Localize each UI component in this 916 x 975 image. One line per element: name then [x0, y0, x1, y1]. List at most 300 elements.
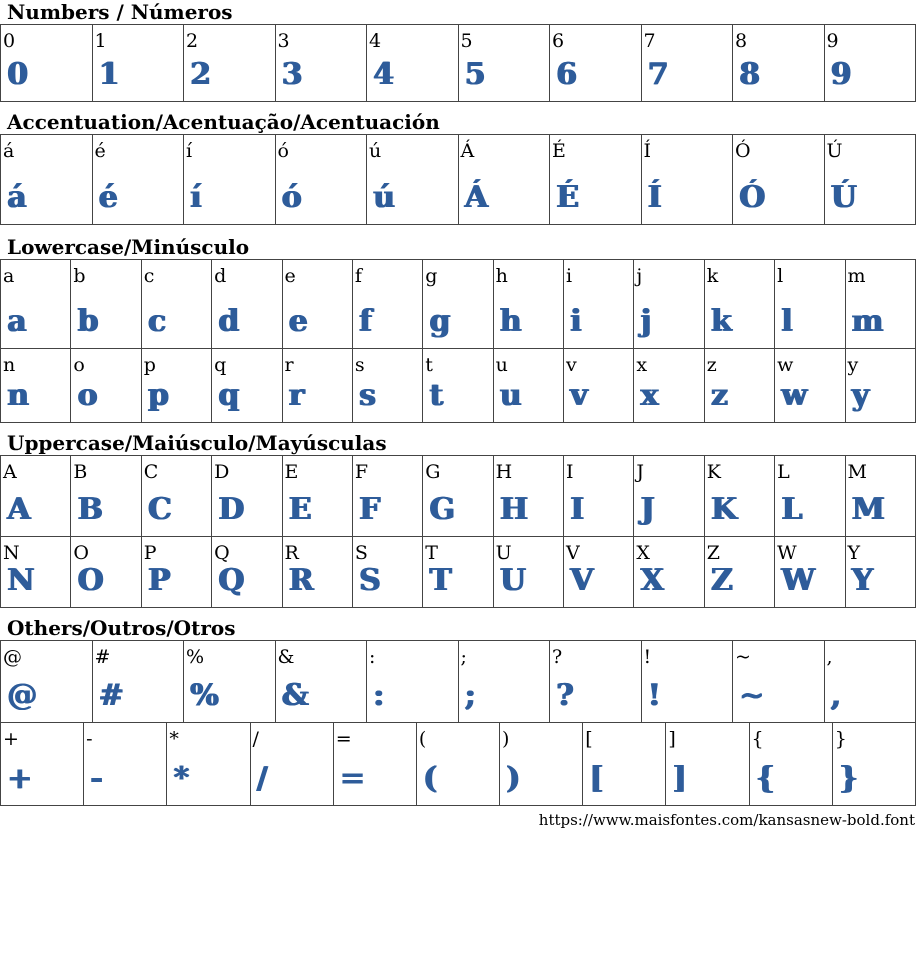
glyph-label: k — [706, 265, 719, 287]
glyph-cell — [634, 260, 704, 349]
glyph-sample: G — [429, 492, 455, 527]
glyph-sample: u — [499, 378, 522, 413]
glyph-sample: Í — [647, 180, 662, 215]
glyph-sample: R — [288, 563, 314, 598]
glyph-cell — [824, 25, 916, 102]
glyph-label: í — [186, 140, 193, 162]
glyph-cell — [367, 25, 459, 102]
glyph-label: 1 — [94, 30, 107, 52]
glyph-sample: X — [640, 563, 664, 598]
glyph-cell — [212, 260, 282, 349]
glyph-label: , — [826, 646, 833, 668]
glyph-label: [ — [585, 728, 593, 750]
glyph-label: ] — [668, 728, 676, 750]
glyph-cell — [141, 456, 211, 537]
glyph-label: J — [636, 461, 644, 483]
glyph-label: Í — [643, 140, 652, 162]
glyph-sample: Á — [464, 180, 488, 215]
glyph-label: á — [3, 140, 15, 162]
glyph-cell — [141, 349, 211, 423]
glyph-sample: T — [429, 563, 452, 598]
glyph-sample: W — [781, 563, 815, 598]
glyph-sample: r — [288, 378, 305, 413]
glyph-cell — [704, 260, 774, 349]
others-grid-row-2 — [0, 722, 916, 806]
glyph-cell — [550, 641, 642, 723]
section-title-accents: Accentuation/Acentuação/Acentuación — [7, 110, 440, 134]
glyph-label: W — [777, 542, 797, 564]
glyph-cell — [1, 641, 93, 723]
glyph-cell — [749, 723, 832, 806]
glyph-label: Q — [214, 542, 230, 564]
glyph-label: y — [847, 354, 859, 376]
glyph-cell — [275, 641, 367, 723]
glyph-label: M — [847, 461, 867, 483]
glyph-sample: M — [851, 492, 885, 527]
glyph-sample: U — [499, 563, 526, 598]
glyph-sample: + — [7, 761, 33, 796]
glyph-cell — [184, 135, 276, 225]
glyph-cell — [367, 135, 459, 225]
glyph-sample: g — [429, 304, 451, 339]
glyph-sample: % — [190, 678, 219, 713]
glyph-sample: E — [288, 492, 312, 527]
section-title-uppercase: Uppercase/Maiúsculo/Mayúsculas — [7, 431, 387, 455]
glyph-sample: : — [373, 678, 385, 713]
glyph-cell — [212, 349, 282, 423]
glyph-sample: ) — [506, 761, 521, 796]
glyph-sample: x — [640, 378, 659, 413]
glyph-sample: h — [499, 304, 522, 339]
glyph-cell — [92, 25, 184, 102]
glyph-sample: S — [358, 563, 381, 598]
glyph-sample: q — [218, 378, 240, 413]
glyph-cell — [845, 349, 916, 423]
accents-grid — [0, 134, 916, 225]
glyph-cell — [212, 537, 282, 608]
glyph-label: @ — [3, 646, 22, 668]
glyph-cell — [423, 349, 493, 423]
glyph-cell — [184, 641, 276, 723]
glyph-cell — [1, 537, 71, 608]
glyph-sample: a — [7, 304, 27, 339]
glyph-cell — [71, 349, 141, 423]
glyph-sample: l — [781, 304, 793, 339]
section-title-others: Others/Outros/Otros — [7, 616, 236, 640]
glyph-cell — [167, 723, 250, 806]
glyph-cell — [634, 349, 704, 423]
glyph-cell — [550, 135, 642, 225]
glyph-sample: B — [77, 492, 103, 527]
glyph-label: 0 — [3, 30, 16, 52]
glyph-label: b — [73, 265, 86, 287]
glyph-cell — [550, 25, 642, 102]
glyph-cell — [184, 25, 276, 102]
glyph-cell — [282, 456, 352, 537]
glyph-sample: j — [640, 304, 652, 339]
glyph-label: g — [425, 265, 438, 287]
glyph-label: / — [252, 728, 259, 750]
glyph-label: I — [566, 461, 574, 483]
glyph-sample: 8 — [739, 57, 760, 92]
glyph-label: } — [834, 728, 847, 750]
glyph-cell — [641, 135, 733, 225]
glyph-label: = — [335, 728, 352, 750]
glyph-sample: P — [147, 563, 171, 598]
glyph-sample: 7 — [647, 57, 669, 92]
glyph-cell — [666, 723, 749, 806]
glyph-label: T — [425, 542, 438, 564]
glyph-label: A — [3, 461, 17, 483]
glyph-label: r — [284, 354, 294, 376]
glyph-label: P — [143, 542, 157, 564]
glyph-label: B — [73, 461, 88, 483]
glyph-label: E — [284, 461, 299, 483]
glyph-sample: b — [77, 304, 99, 339]
glyph-sample: 6 — [556, 57, 577, 92]
uppercase-grid — [0, 455, 916, 608]
glyph-sample: é — [98, 180, 118, 215]
glyph-cell — [493, 349, 563, 423]
glyph-cell — [733, 641, 825, 723]
glyph-label: 2 — [186, 30, 199, 52]
lowercase-grid — [0, 259, 916, 423]
glyph-sample: w — [781, 378, 807, 413]
section-title-numbers: Numbers / Números — [7, 0, 233, 24]
glyph-row — [1, 349, 916, 423]
glyph-cell — [458, 25, 550, 102]
glyph-cell — [775, 349, 845, 423]
glyph-sample: Ú — [830, 180, 857, 215]
glyph-label: H — [495, 461, 513, 483]
glyph-sample: i — [570, 304, 582, 339]
glyph-label: ) — [502, 728, 510, 750]
glyph-sample: d — [218, 304, 240, 339]
glyph-sample: t — [429, 378, 444, 413]
glyph-cell — [634, 537, 704, 608]
glyph-sample: I — [570, 492, 585, 527]
glyph-label: w — [777, 354, 794, 376]
glyph-sample: ! — [647, 678, 661, 713]
glyph-cell — [704, 456, 774, 537]
glyph-label: S — [354, 542, 368, 564]
glyph-label: 6 — [552, 30, 565, 52]
section-lowercase — [0, 235, 916, 423]
glyph-sample: N — [7, 563, 35, 598]
glyph-label: N — [3, 542, 20, 564]
glyph-sample: 0 — [7, 57, 28, 92]
section-title-lowercase: Lowercase/Minúsculo — [7, 235, 250, 259]
glyph-sample: p — [147, 378, 169, 413]
glyph-sample: v — [570, 378, 588, 413]
glyph-sample: ( — [422, 761, 438, 796]
glyph-cell — [1, 135, 93, 225]
glyph-label: Á — [460, 140, 475, 162]
glyph-label: F — [354, 461, 369, 483]
glyph-label: x — [636, 354, 648, 376]
glyph-label: L — [777, 461, 790, 483]
glyph-sample: n — [7, 378, 29, 413]
glyph-cell — [704, 349, 774, 423]
glyph-label: # — [94, 646, 111, 668]
numbers-grid — [0, 24, 916, 102]
glyph-cell — [92, 135, 184, 225]
glyph-cell — [282, 260, 352, 349]
glyph-sample: & — [281, 678, 309, 713]
glyph-label: : — [369, 646, 376, 668]
glyph-cell — [1, 456, 71, 537]
glyph-cell — [423, 456, 493, 537]
glyph-cell — [282, 349, 352, 423]
glyph-cell — [333, 723, 416, 806]
glyph-sample: , — [830, 678, 841, 713]
glyph-label: s — [354, 354, 365, 376]
glyph-sample: z — [710, 378, 728, 413]
glyph-label: ; — [460, 646, 467, 668]
glyph-cell — [493, 456, 563, 537]
glyph-sample: y — [851, 378, 869, 413]
glyph-label: d — [214, 265, 227, 287]
glyph-cell — [500, 723, 583, 806]
glyph-cell — [824, 641, 916, 723]
glyph-sample: í — [190, 180, 202, 215]
glyph-sample: 4 — [373, 57, 394, 92]
glyph-label: e — [284, 265, 296, 287]
glyph-sample: [ — [589, 761, 604, 796]
glyph-label: % — [186, 646, 205, 668]
glyph-cell — [564, 537, 634, 608]
glyph-sample: á — [7, 180, 27, 215]
glyph-cell — [493, 537, 563, 608]
glyph-label: ( — [418, 728, 427, 750]
glyph-label: v — [566, 354, 577, 376]
glyph-row — [1, 641, 916, 723]
glyph-sample: A — [7, 492, 31, 527]
glyph-label: Z — [706, 542, 720, 564]
glyph-label: é — [94, 140, 106, 162]
glyph-row — [1, 25, 916, 102]
glyph-cell — [458, 135, 550, 225]
glyph-cell — [733, 135, 825, 225]
glyph-label: ~ — [735, 646, 751, 668]
glyph-sample: k — [710, 304, 732, 339]
glyph-label: i — [566, 265, 573, 287]
glyph-sample: O — [77, 563, 104, 598]
glyph-cell — [832, 723, 915, 806]
section-accents — [0, 110, 916, 225]
glyph-label: & — [277, 646, 295, 668]
glyph-sample: ; — [464, 678, 476, 713]
glyph-label: É — [552, 140, 566, 162]
glyph-label: O — [73, 542, 89, 564]
glyph-cell — [71, 456, 141, 537]
glyph-label: a — [3, 265, 15, 287]
glyph-label: q — [214, 354, 227, 376]
glyph-sample: * — [173, 761, 190, 796]
glyph-sample: @ — [7, 678, 37, 713]
glyph-sample: Y — [851, 563, 873, 598]
glyph-cell — [704, 537, 774, 608]
glyph-cell — [352, 260, 422, 349]
glyph-sample: = — [339, 761, 365, 796]
glyph-sample: # — [98, 678, 124, 713]
glyph-cell — [564, 456, 634, 537]
glyph-label: D — [214, 461, 230, 483]
glyph-cell — [634, 456, 704, 537]
glyph-cell — [775, 456, 845, 537]
glyph-label: m — [847, 265, 866, 287]
glyph-row — [1, 537, 916, 608]
glyph-sample: D — [218, 492, 245, 527]
section-numbers — [0, 0, 916, 102]
glyph-cell — [367, 641, 459, 723]
section-uppercase — [0, 431, 916, 608]
glyph-cell — [733, 25, 825, 102]
glyph-label: Ó — [735, 140, 751, 162]
glyph-cell — [282, 537, 352, 608]
glyph-cell — [493, 260, 563, 349]
glyph-sample: 5 — [464, 57, 486, 92]
glyph-sample: Z — [710, 563, 733, 598]
glyph-cell — [141, 260, 211, 349]
glyph-label: + — [3, 728, 19, 750]
glyph-cell — [641, 25, 733, 102]
glyph-sample: f — [358, 304, 372, 339]
glyph-sample: É — [556, 180, 579, 215]
others-grids — [0, 640, 916, 806]
glyph-cell — [423, 537, 493, 608]
glyph-sample: e — [288, 304, 308, 339]
glyph-cell — [71, 537, 141, 608]
glyph-label: 7 — [643, 30, 656, 52]
glyph-cell — [416, 723, 499, 806]
glyph-cell — [352, 456, 422, 537]
glyph-cell — [92, 641, 184, 723]
glyph-cell — [845, 260, 916, 349]
glyph-sample: ú — [373, 180, 395, 215]
glyph-sample: J — [640, 492, 655, 527]
glyph-cell — [845, 456, 916, 537]
glyph-label: * — [169, 728, 179, 750]
glyph-sample: 2 — [190, 57, 211, 92]
glyph-sample: C — [147, 492, 172, 527]
glyph-cell — [275, 25, 367, 102]
glyph-label: ? — [552, 646, 563, 668]
glyph-label: z — [706, 354, 717, 376]
glyph-label: u — [495, 354, 508, 376]
glyph-cell — [423, 260, 493, 349]
glyph-label: f — [354, 265, 362, 287]
glyph-sample: K — [710, 492, 737, 527]
glyph-sample: H — [499, 492, 528, 527]
glyph-cell — [583, 723, 666, 806]
section-others — [0, 616, 916, 806]
glyph-sample: V — [570, 563, 594, 598]
glyph-label: ! — [643, 646, 652, 668]
glyph-cell — [352, 349, 422, 423]
glyph-sample: ó — [281, 180, 302, 215]
glyph-label: V — [566, 542, 580, 564]
glyph-cell — [141, 537, 211, 608]
glyph-cell — [564, 349, 634, 423]
glyph-cell — [84, 723, 167, 806]
glyph-sample: ? — [556, 678, 574, 713]
glyph-sample: / — [256, 761, 268, 796]
glyph-cell — [775, 260, 845, 349]
glyph-label: X — [636, 542, 650, 564]
glyph-row — [1, 135, 916, 225]
glyph-label: ó — [277, 140, 289, 162]
glyph-label: t — [425, 354, 433, 376]
glyph-sample: L — [781, 492, 803, 527]
glyph-label: 3 — [277, 30, 290, 52]
glyph-sample: 1 — [98, 57, 120, 92]
glyph-label: K — [706, 461, 721, 483]
glyph-cell — [775, 537, 845, 608]
glyph-cell — [458, 641, 550, 723]
glyph-label: 9 — [826, 30, 839, 52]
glyph-label: G — [425, 461, 441, 483]
glyph-label: o — [73, 354, 85, 376]
glyph-sample: c — [147, 304, 167, 339]
glyph-cell — [564, 260, 634, 349]
glyph-cell — [250, 723, 333, 806]
glyph-cell — [275, 135, 367, 225]
glyph-sample: Q — [218, 563, 245, 598]
glyph-sample: Ó — [739, 180, 766, 215]
others-grid-row-1 — [0, 640, 916, 723]
glyph-label: p — [143, 354, 156, 376]
glyph-label: Y — [847, 542, 861, 564]
glyph-sample: } — [838, 761, 859, 796]
glyph-sample: 9 — [830, 57, 852, 92]
glyph-label: 4 — [369, 30, 382, 52]
glyph-label: c — [143, 265, 155, 287]
glyph-cell — [1, 25, 93, 102]
glyph-sample: o — [77, 378, 98, 413]
glyph-label: 8 — [735, 30, 748, 52]
glyph-sample: ] — [672, 761, 687, 796]
glyph-label: j — [636, 265, 643, 287]
glyph-cell — [845, 537, 916, 608]
glyph-row — [1, 260, 916, 349]
glyph-sample: F — [358, 492, 381, 527]
glyph-label: h — [495, 265, 508, 287]
glyph-sample: ~ — [739, 678, 765, 713]
glyph-sample: - — [90, 761, 103, 796]
glyph-sample: m — [851, 304, 884, 339]
glyph-label: ú — [369, 140, 382, 162]
glyph-cell — [824, 135, 916, 225]
glyph-cell — [641, 641, 733, 723]
glyph-cell — [71, 260, 141, 349]
glyph-label: Ú — [826, 140, 843, 162]
glyph-sample: 3 — [281, 57, 303, 92]
glyph-sample: s — [358, 378, 376, 413]
glyph-sample: { — [755, 761, 775, 796]
glyph-label: R — [284, 542, 299, 564]
glyph-cell — [1, 723, 84, 806]
glyph-label: U — [495, 542, 512, 564]
source-url[interactable]: https://www.maisfontes.com/kansasnew-bold.font — [538, 811, 915, 829]
glyph-cell — [1, 349, 71, 423]
glyph-cell — [212, 456, 282, 537]
glyph-label: l — [777, 265, 784, 287]
glyph-label: - — [86, 728, 93, 750]
glyph-label: n — [3, 354, 16, 376]
glyph-label: C — [143, 461, 159, 483]
glyph-row — [1, 723, 916, 806]
